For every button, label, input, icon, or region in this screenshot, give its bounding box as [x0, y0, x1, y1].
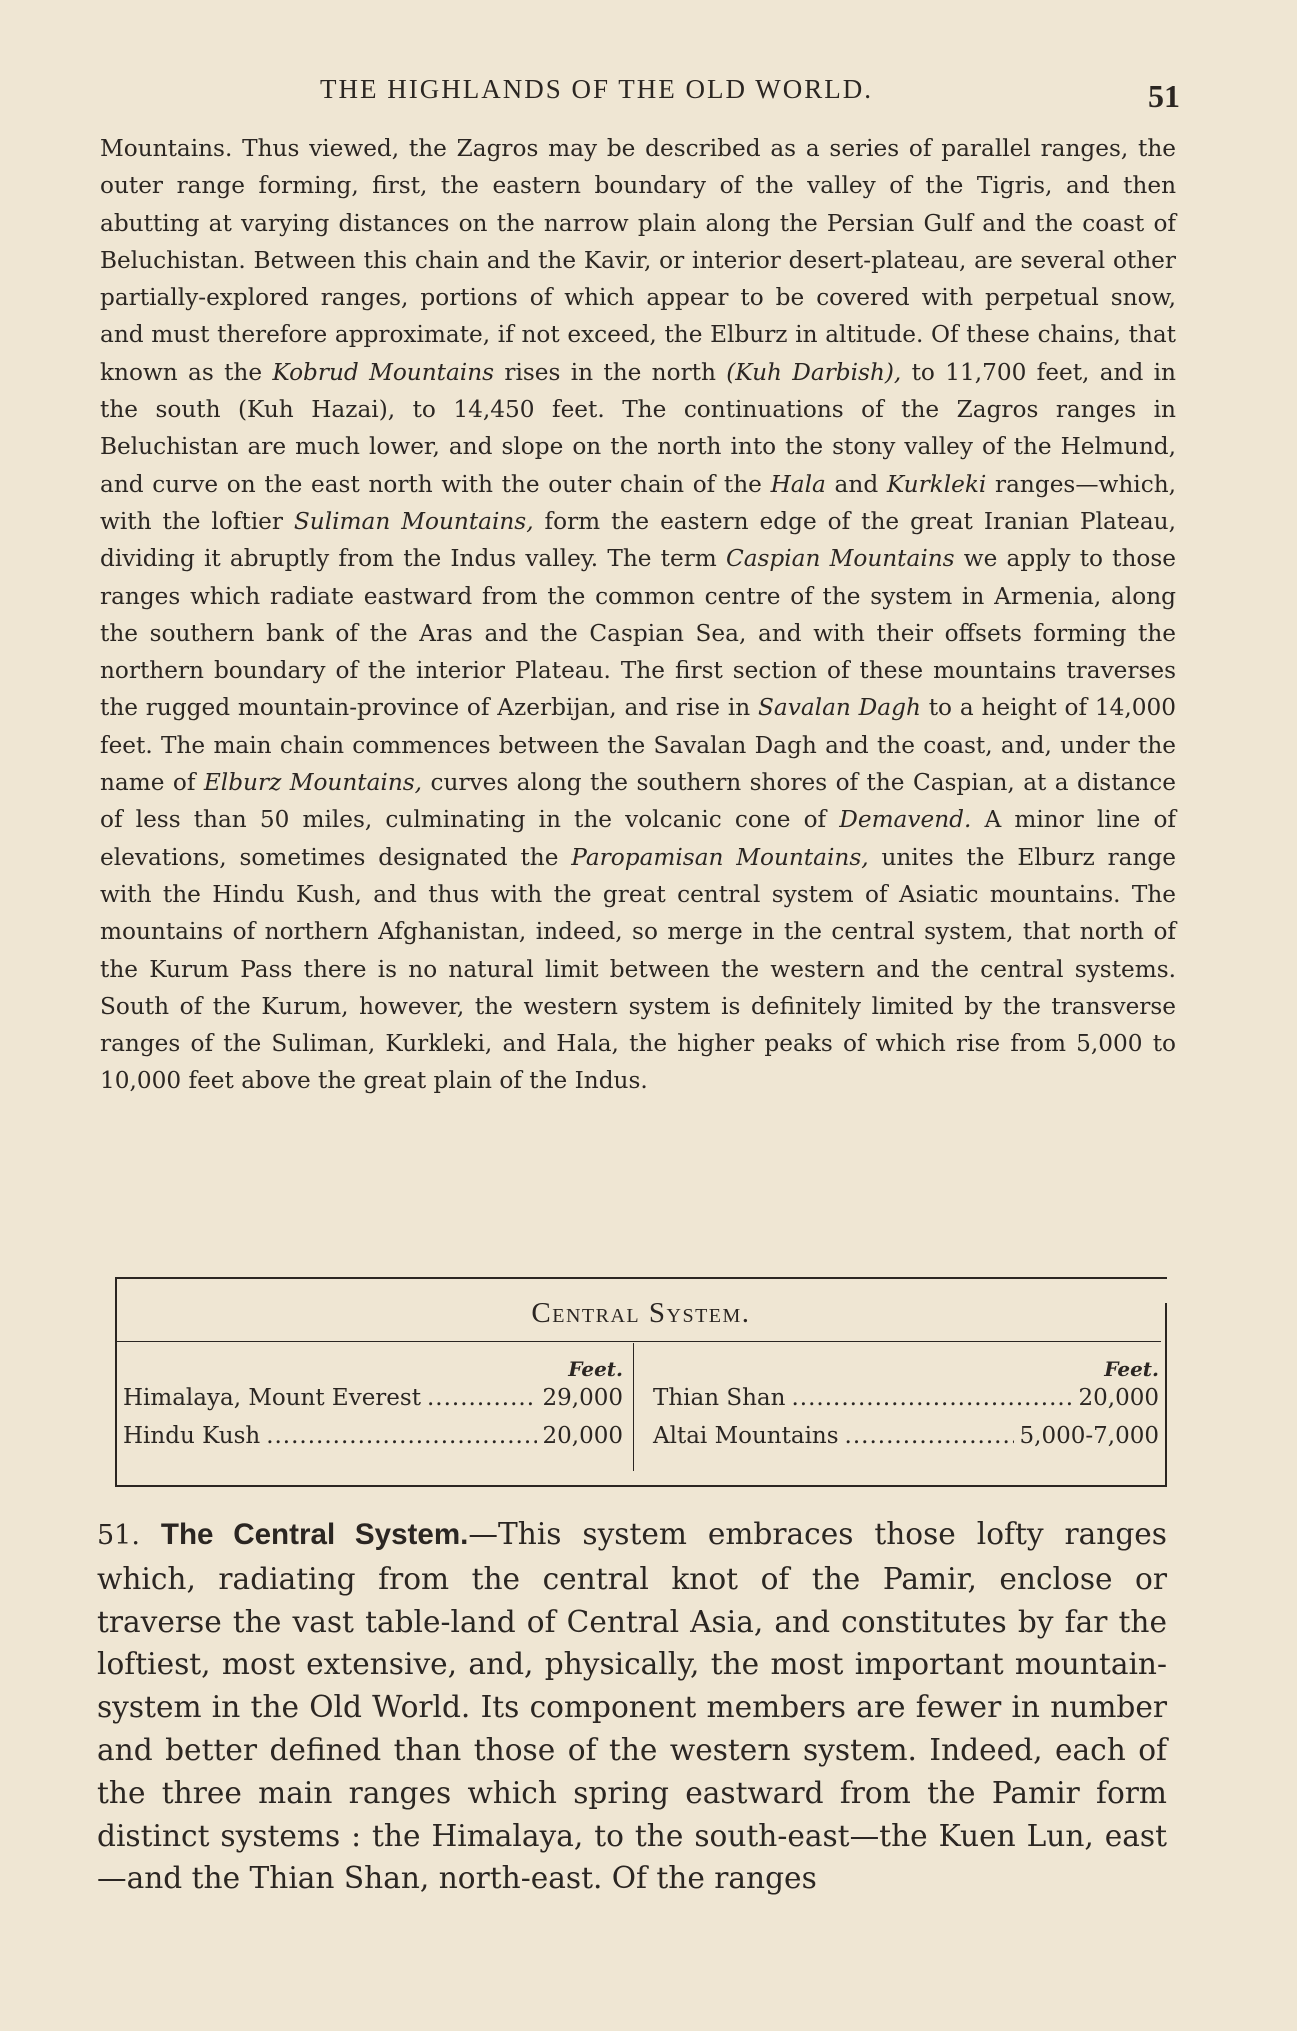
text-run: we apply to those ranges which radiate eastward from the common centre of the system in Armenia, along the southern bank of the Aras and the Caspian Sea, and with their offsets forming the northern boundary of the interior Plateau. The first section of these mountains traverses the rugged mountain-province of Azerbijan, and rise in: [100, 545, 1176, 722]
range-name: Thian Shan: [653, 1385, 786, 1411]
central-system-table: [115, 1277, 1167, 1487]
unit-label: Feet.: [1104, 1357, 1159, 1381]
section-text: —This system embraces those lofty ranges which, radiating from the central knot of the Pamir, enclose or traverse the vast table-land of Central Asia, and constitutes by far the loftiest, most extensive, and, physically, the most important mountain-system in the Old World. Its component members are fewer in number and better defined than those of the western system. Indeed, each of the three main ranges which spring eastward from the Pamir form distinct systems : the Himalaya, to the south-east—the Kuen Lun, east—and the Thian Shan, north-east. Of the ranges: [97, 1517, 1167, 1896]
range-height: 20,000: [542, 1423, 623, 1449]
text-run: curves along the southern shores of the Caspian, at a distance of less than 50 miles, culminating in the volcanic cone of: [100, 769, 1176, 834]
table-row: [653, 1423, 1159, 1461]
text-run: form the eastern edge of the great Iranian Plateau, dividing it abruptly from the Indus valley. The term: [100, 507, 1176, 573]
italic-term: Kobrud Mountains: [272, 358, 495, 386]
running-title: THE HIGHLANDS OF THE OLD WORLD.: [320, 74, 873, 104]
range-height: 5,000-7,000: [1019, 1423, 1159, 1449]
central-system-section: [97, 1513, 1167, 1900]
range-name: Hindu Kush: [123, 1423, 261, 1449]
italic-term: Elburz Mountains,: [203, 769, 423, 797]
range-height: 29,000: [542, 1385, 623, 1411]
text-run: to a height of 14,000 feet. The main chain commences between the Savalan Dagh and the coast, and, under the name of: [100, 694, 1176, 797]
leader-dots: [845, 1423, 1014, 1449]
table-row: [123, 1385, 623, 1423]
italic-term: Paropamisan Mountains,: [571, 843, 869, 871]
range-name: Altai Mountains: [653, 1423, 839, 1449]
italic-term: Caspian Mountains: [725, 545, 955, 573]
page-header: [100, 70, 1180, 114]
text-run: and: [825, 470, 887, 498]
table-right-column: [653, 1357, 1159, 1477]
italic-term: (Kuh Darbish),: [726, 358, 902, 386]
italic-term: Savalan Dagh: [758, 694, 921, 722]
table-row: [653, 1385, 1159, 1423]
text-run: Mountains. Thus viewed, the Zagros may be described as a series of parallel ranges, the outer range forming, first, the eastern boundary of the valley of the Tigris, and then abutting at varying distances on the narrow plain along the Persian Gulf and the coast of Beluchistan. Between this chain and the Kavir, or interior desert-plateau, are several other partially-explored ranges, portions of which appear to be covered with perpetual snow, and must therefore approximate, if not exceed, the Elburz in altitude. Of these chains, that known as the: [100, 135, 1176, 386]
table-header-rule: [115, 1341, 1161, 1342]
table-right-rule: [1165, 1303, 1167, 1487]
range-name: Himalaya, Mount Everest: [123, 1385, 421, 1411]
text-run: unites the Elburz range with the Hindu Kush, and thus with the great central system of Asiatic mountains. The mountains of northern Afghanistan, indeed, so merge in the central system, that north of the Kurum Pass there is no natural limit between the western and the central systems. South of the Kurum, however, the western system is definitely limited by the transverse ranges of the Suliman, Kurkleki, and Hala, the higher peaks of which rise from 5,000 to 10,000 feet above the great plain of the Indus.: [100, 843, 1177, 1095]
text-run: A minor line of elevations, sometimes designated the: [100, 806, 1177, 871]
text-run: ranges—which, with the loftier: [100, 470, 1177, 535]
page-number: 51: [1148, 78, 1180, 114]
leader-dots: [266, 1423, 536, 1449]
western-system-paragraph: [100, 130, 1176, 1100]
range-height: 20,000: [1078, 1385, 1159, 1411]
italic-term: Demavend.: [839, 806, 972, 834]
leader-dots: [427, 1385, 537, 1411]
italic-term: Kurkleki: [886, 470, 987, 498]
table-title: Central System.: [531, 1297, 751, 1329]
text-run: to 11,700 feet, and in the south (Kuh Hazai), to 14,450 feet. The continuations of the Zagros ranges in Beluchistan are much lower, and slope on the north into the stony valley of the Helmund, and curve on the east north with the outer chain of the: [100, 358, 1176, 498]
body-paragraph: [100, 130, 1176, 1100]
section-paragraph: [97, 1513, 1167, 1900]
italic-term: Hala: [770, 470, 826, 498]
text-run: rises in the north: [494, 358, 727, 386]
table-left-column: [123, 1357, 623, 1477]
unit-label: Feet.: [568, 1357, 623, 1381]
leader-dots: [791, 1385, 1072, 1411]
italic-term: Suliman Mountains,: [293, 507, 534, 535]
section-heading: The Central System.: [160, 1518, 469, 1551]
section-number: 51.: [97, 1520, 140, 1551]
table-row: [123, 1423, 623, 1461]
table-column-divider: [633, 1343, 634, 1471]
